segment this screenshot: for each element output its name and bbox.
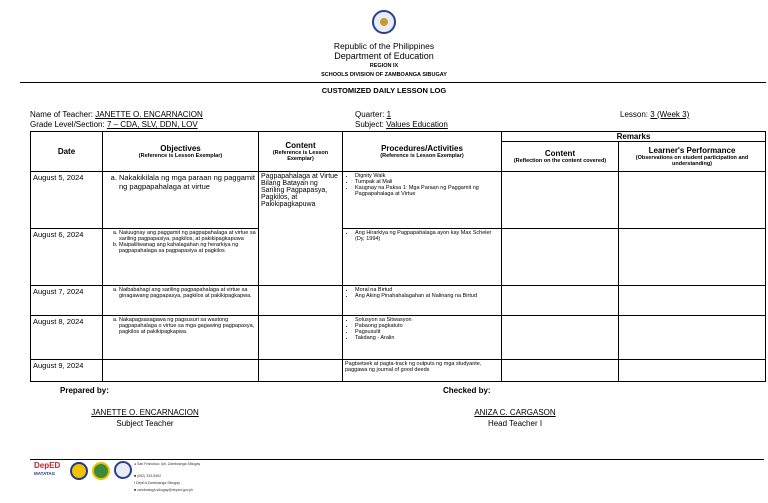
table-row: [31, 286, 766, 316]
row-procedures: [343, 286, 502, 316]
row-date: August 9, 2024: [31, 360, 103, 382]
objective-item: b. Maipaliliwanag ang kahalagahan ng herarkiya ng pagpapahalaga sa pagpapasiya at pagkilos: [119, 242, 256, 254]
objective-item: a. Nakakikilala ng mga paraan ng paggamit ng pagpapahalaga at virtue: [119, 173, 256, 191]
row-remarks-content: [502, 316, 619, 360]
row-objectives: [103, 286, 259, 316]
facebook-icon: f: [134, 481, 135, 485]
row-remarks-content: [502, 286, 619, 316]
quarter-label: Quarter:: [355, 110, 385, 119]
procedure-item: • Moral na Birtud: [355, 287, 499, 293]
row-procedures: [343, 316, 502, 360]
lesson-line: [620, 110, 689, 120]
row-objectives: [103, 172, 259, 229]
row-procedures: Pagtsetsek at pagta-track ng outputs ng mga studyante, paggawa ng journal of good deeds: [343, 360, 502, 382]
row-date: August 8, 2024: [31, 316, 103, 360]
row-performance: [619, 229, 766, 286]
table-row: [31, 316, 766, 360]
prepared-title: Subject Teacher: [116, 419, 174, 428]
procedure-item: • Solusyon sa Sitwasyon: [355, 317, 499, 323]
procedure-item: • Tumpak at Mali: [355, 179, 499, 185]
header-date: Date: [31, 132, 103, 172]
prepared-label: Prepared by:: [60, 386, 109, 395]
grade-label: Grade Level/Section:: [30, 120, 105, 129]
deped-logo: DepED MATATAG: [34, 461, 61, 476]
objective-item: a. Naibabahagi ang sariling pagpapahalaga at virtue sa ginagawang pagpapasya, pagkilos at pakikipagkapwa.: [119, 287, 256, 299]
procedure-item: • Ang Aking Pinahahalagahan at Nalinang na Birtud: [355, 293, 499, 299]
checked-name: ANIZA C. CARGASON: [474, 408, 556, 417]
lesson-log-table: [30, 131, 766, 382]
row-objectives: [103, 316, 259, 360]
row-content-empty: [259, 286, 343, 316]
footer-email: ■ zamboanga.sibugay@deped.gov.ph: [134, 488, 193, 492]
division-logo-icon: [92, 462, 110, 480]
prepared-name: JANETTE O. ENCARNACION: [91, 408, 199, 417]
subject-line: [355, 120, 448, 130]
region-line: REGION IX: [369, 63, 399, 69]
procedure-item: • Pabaong pagkatuto: [355, 323, 499, 329]
quarter-line: [355, 110, 391, 120]
procedure-item: • Dignity Walk: [355, 173, 499, 179]
objective-item: a. Nakapagsasagawa ng pagsusuri sa wastong pagpapahalaga o virtue sa mga gagawing pagpapasya, pagkilos at pakikipagkapwa.: [119, 317, 256, 335]
procedure-item: • Ang Hirarkiya ng Pagpapahalaga ayon kay Max Scheler (Dy, 1994): [355, 230, 499, 242]
lesson-label: Lesson:: [620, 110, 649, 119]
location-icon: ●: [134, 462, 137, 466]
row-content: Pagpapahalaga at Virtue Bilang Batayan ng Sariling Pagpapasya, Pagkilos, at Pakikipagkapuwa: [259, 172, 343, 286]
subject-label: Subject:: [355, 120, 384, 129]
footer-rule: [30, 459, 764, 460]
objective-item: a. Naiuugnay ang paggamit ng pagpapahalaga at virtue sa sariling pagpapasiya, pagkilos, at pakikipagkapuwa: [119, 230, 256, 242]
subject-value: Values Education: [386, 120, 448, 129]
row-remarks-content: [502, 172, 619, 229]
table-row: [31, 229, 766, 286]
grade-value: 7 – CDA, SLV, DDN, LOV: [106, 120, 198, 129]
procedure-item: • Pagsusulit: [355, 329, 499, 335]
checked-title: Head Teacher I: [487, 419, 543, 428]
row-date: August 7, 2024: [31, 286, 103, 316]
procedure-item: • Takdang - Aralin: [355, 335, 499, 341]
quarter-value: 1: [386, 110, 392, 119]
row-content-empty: [259, 360, 343, 382]
row-performance: [619, 172, 766, 229]
footer-phone: ■ (062) 333-5492: [134, 474, 162, 478]
email-icon: ■: [134, 488, 137, 492]
table-row: [31, 360, 766, 382]
division-line: SCHOOLS DIVISION OF ZAMBOANGA SIBUGAY: [321, 72, 447, 78]
row-performance: [619, 360, 766, 382]
footer-address: ● San Francisco, Ipil, Zamboanga Sibugay: [134, 462, 201, 466]
header-remarks-content: Content (Reflection on the content covered): [502, 142, 619, 172]
deped-seal-icon: [372, 10, 396, 34]
row-remarks-content: [502, 360, 619, 382]
procedure-item: • Kaugnay na Paksa 1: Mga Paraan ng Paggamit ng Pagpapahalaga at Virtue: [355, 185, 499, 197]
row-date: August 6, 2024: [31, 229, 103, 286]
row-date: August 5, 2024: [31, 172, 103, 229]
row-remarks-content: [502, 229, 619, 286]
department-line: Department of Education: [334, 51, 434, 61]
header-objectives: Objectives (Reference is Lesson Exemplar): [103, 132, 259, 172]
page-title: CUSTOMIZED DAILY LESSON LOG: [321, 86, 447, 95]
region-seal-icon: [114, 461, 132, 479]
row-objectives: [103, 229, 259, 286]
grade-line: [30, 120, 198, 130]
row-performance: [619, 316, 766, 360]
header-remarks: Remarks: [502, 132, 766, 142]
bagong-pilipinas-logo-icon: [70, 462, 88, 480]
row-procedures: [343, 172, 502, 229]
row-content-empty: [259, 316, 343, 360]
teacher-label: Name of Teacher:: [30, 110, 93, 119]
table-row: [31, 172, 766, 229]
teacher-line: [30, 110, 203, 120]
checked-label: Checked by:: [443, 386, 491, 395]
teacher-name: JANETTE O. ENCARNACION: [95, 110, 203, 119]
row-procedures: [343, 229, 502, 286]
header-procedures: Procedures/Activities (Reference is Lesson Exemplar): [343, 132, 502, 172]
phone-icon: ■: [134, 474, 137, 478]
row-objectives: [103, 360, 259, 382]
header-performance: Learner's Performance (Observations on student participation and understanding): [619, 142, 766, 172]
footer-facebook: f DepEd Zamboanga Sibugay: [134, 481, 180, 485]
header-rule: [20, 82, 766, 83]
republic-line: Republic of the Philippines: [333, 41, 435, 51]
header-content: Content (Reference is Lesson Exemplar): [259, 132, 343, 172]
lesson-value: 3 (Week 3): [650, 110, 690, 119]
row-performance: [619, 286, 766, 316]
